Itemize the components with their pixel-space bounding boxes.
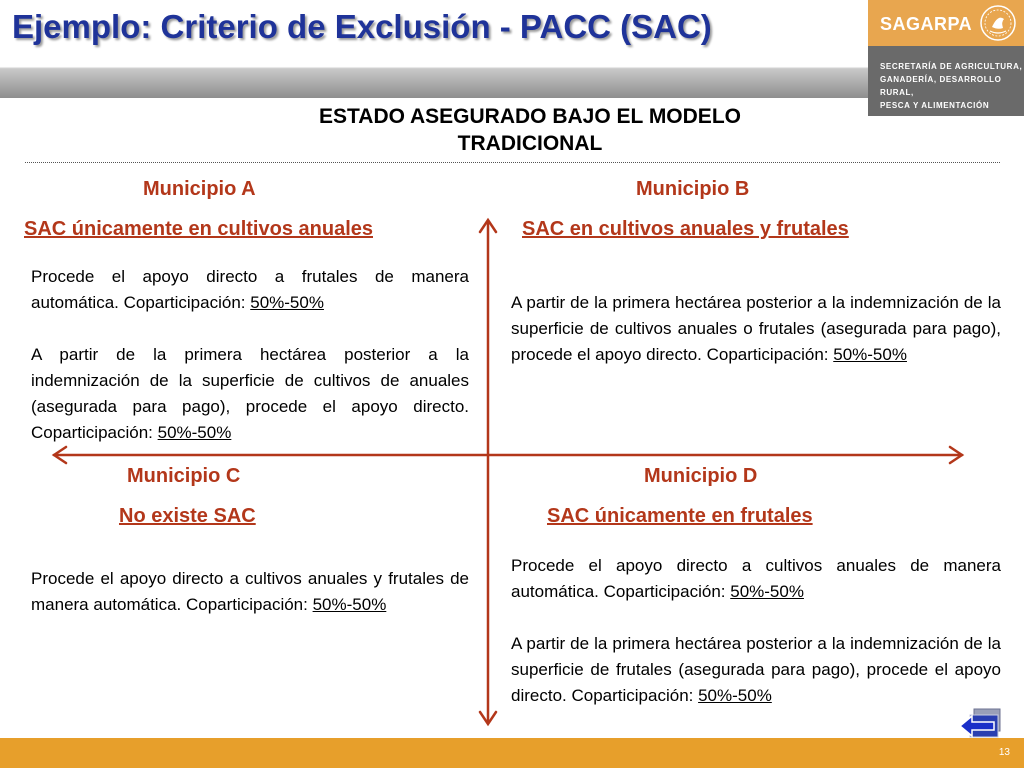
municipio-d-sac: SAC únicamente en frutales xyxy=(547,505,813,527)
subtitle-line: TRADICIONAL xyxy=(457,132,603,155)
municipio-b-body xyxy=(511,290,1001,394)
coparticipation-rate: 50%-50% xyxy=(730,582,804,601)
paragraph-text: Procede el apoyo directo a frutales de manera automática. Coparticipación: xyxy=(31,267,469,312)
page-number: 13 xyxy=(998,747,1010,758)
paragraph xyxy=(31,566,469,618)
coparticipation-rate: 50%-50% xyxy=(833,345,907,364)
slide-title: Ejemplo: Criterio de Exclusión - PACC (SAC) xyxy=(12,8,712,45)
back-arrow-icon[interactable] xyxy=(958,707,1002,743)
subtitle-line: ESTADO ASEGURADO BAJO EL MODELO xyxy=(319,105,741,128)
municipio-d-body xyxy=(511,553,1001,735)
paragraph-text: A partir de la primera hectárea posterior a la indemnización de la superficie de frutales (asegurada para pago), procede el apoyo directo. Coparticipación: xyxy=(511,634,1001,705)
logo-line: PESCA Y ALIMENTACIÓN xyxy=(880,101,990,110)
municipio-b-label: Municipio B xyxy=(636,178,750,200)
municipio-a-sac: SAC únicamente en cultivos anuales xyxy=(24,218,373,240)
municipio-d-label: Municipio D xyxy=(644,465,758,487)
footer-bar xyxy=(0,738,1024,768)
coparticipation-rate: 50%-50% xyxy=(698,686,772,705)
coparticipation-rate: 50%-50% xyxy=(312,595,387,614)
coparticipation-rate: 50%-50% xyxy=(250,293,324,312)
municipio-a-label: Municipio A xyxy=(143,178,256,200)
municipio-b-sac: SAC en cultivos anuales y frutales xyxy=(522,218,849,240)
paragraph-text: A partir de la primera hectárea posterior a la indemnización de la superficie de cultivos de anuales (asegurada para pago), procede el apoyo directo. Coparticipación: xyxy=(31,345,469,442)
paragraph xyxy=(31,264,469,316)
coparticipation-rate: 50%-50% xyxy=(157,423,232,442)
municipio-c-label: Municipio C xyxy=(127,465,241,487)
paragraph xyxy=(511,553,1001,605)
logo-line: GANADERÍA, DESARROLLO RURAL, xyxy=(880,75,1002,97)
municipio-c-sac: No existe SAC xyxy=(119,505,256,527)
paragraph-text: A partir de la primera hectárea posterior a la indemnización de la superficie de cultivos anuales o frutales (asegurada para pago), procede el apoyo directo. Coparticipación: xyxy=(511,293,1001,364)
paragraph xyxy=(511,631,1001,709)
municipio-c-body xyxy=(31,566,469,644)
municipio-a-body xyxy=(31,264,469,472)
paragraph-text: Procede el apoyo directo a cultivos anuales de manera automática. Coparticipación: xyxy=(511,556,1001,601)
paragraph-text: Procede el apoyo directo a cultivos anuales y frutales de manera automática. Coparticipación: xyxy=(31,569,469,614)
paragraph xyxy=(511,290,1001,368)
logo-line: SECRETARÍA DE AGRICULTURA, xyxy=(880,62,1023,71)
logo-name: SAGARPA xyxy=(880,14,973,34)
paragraph xyxy=(31,342,469,446)
